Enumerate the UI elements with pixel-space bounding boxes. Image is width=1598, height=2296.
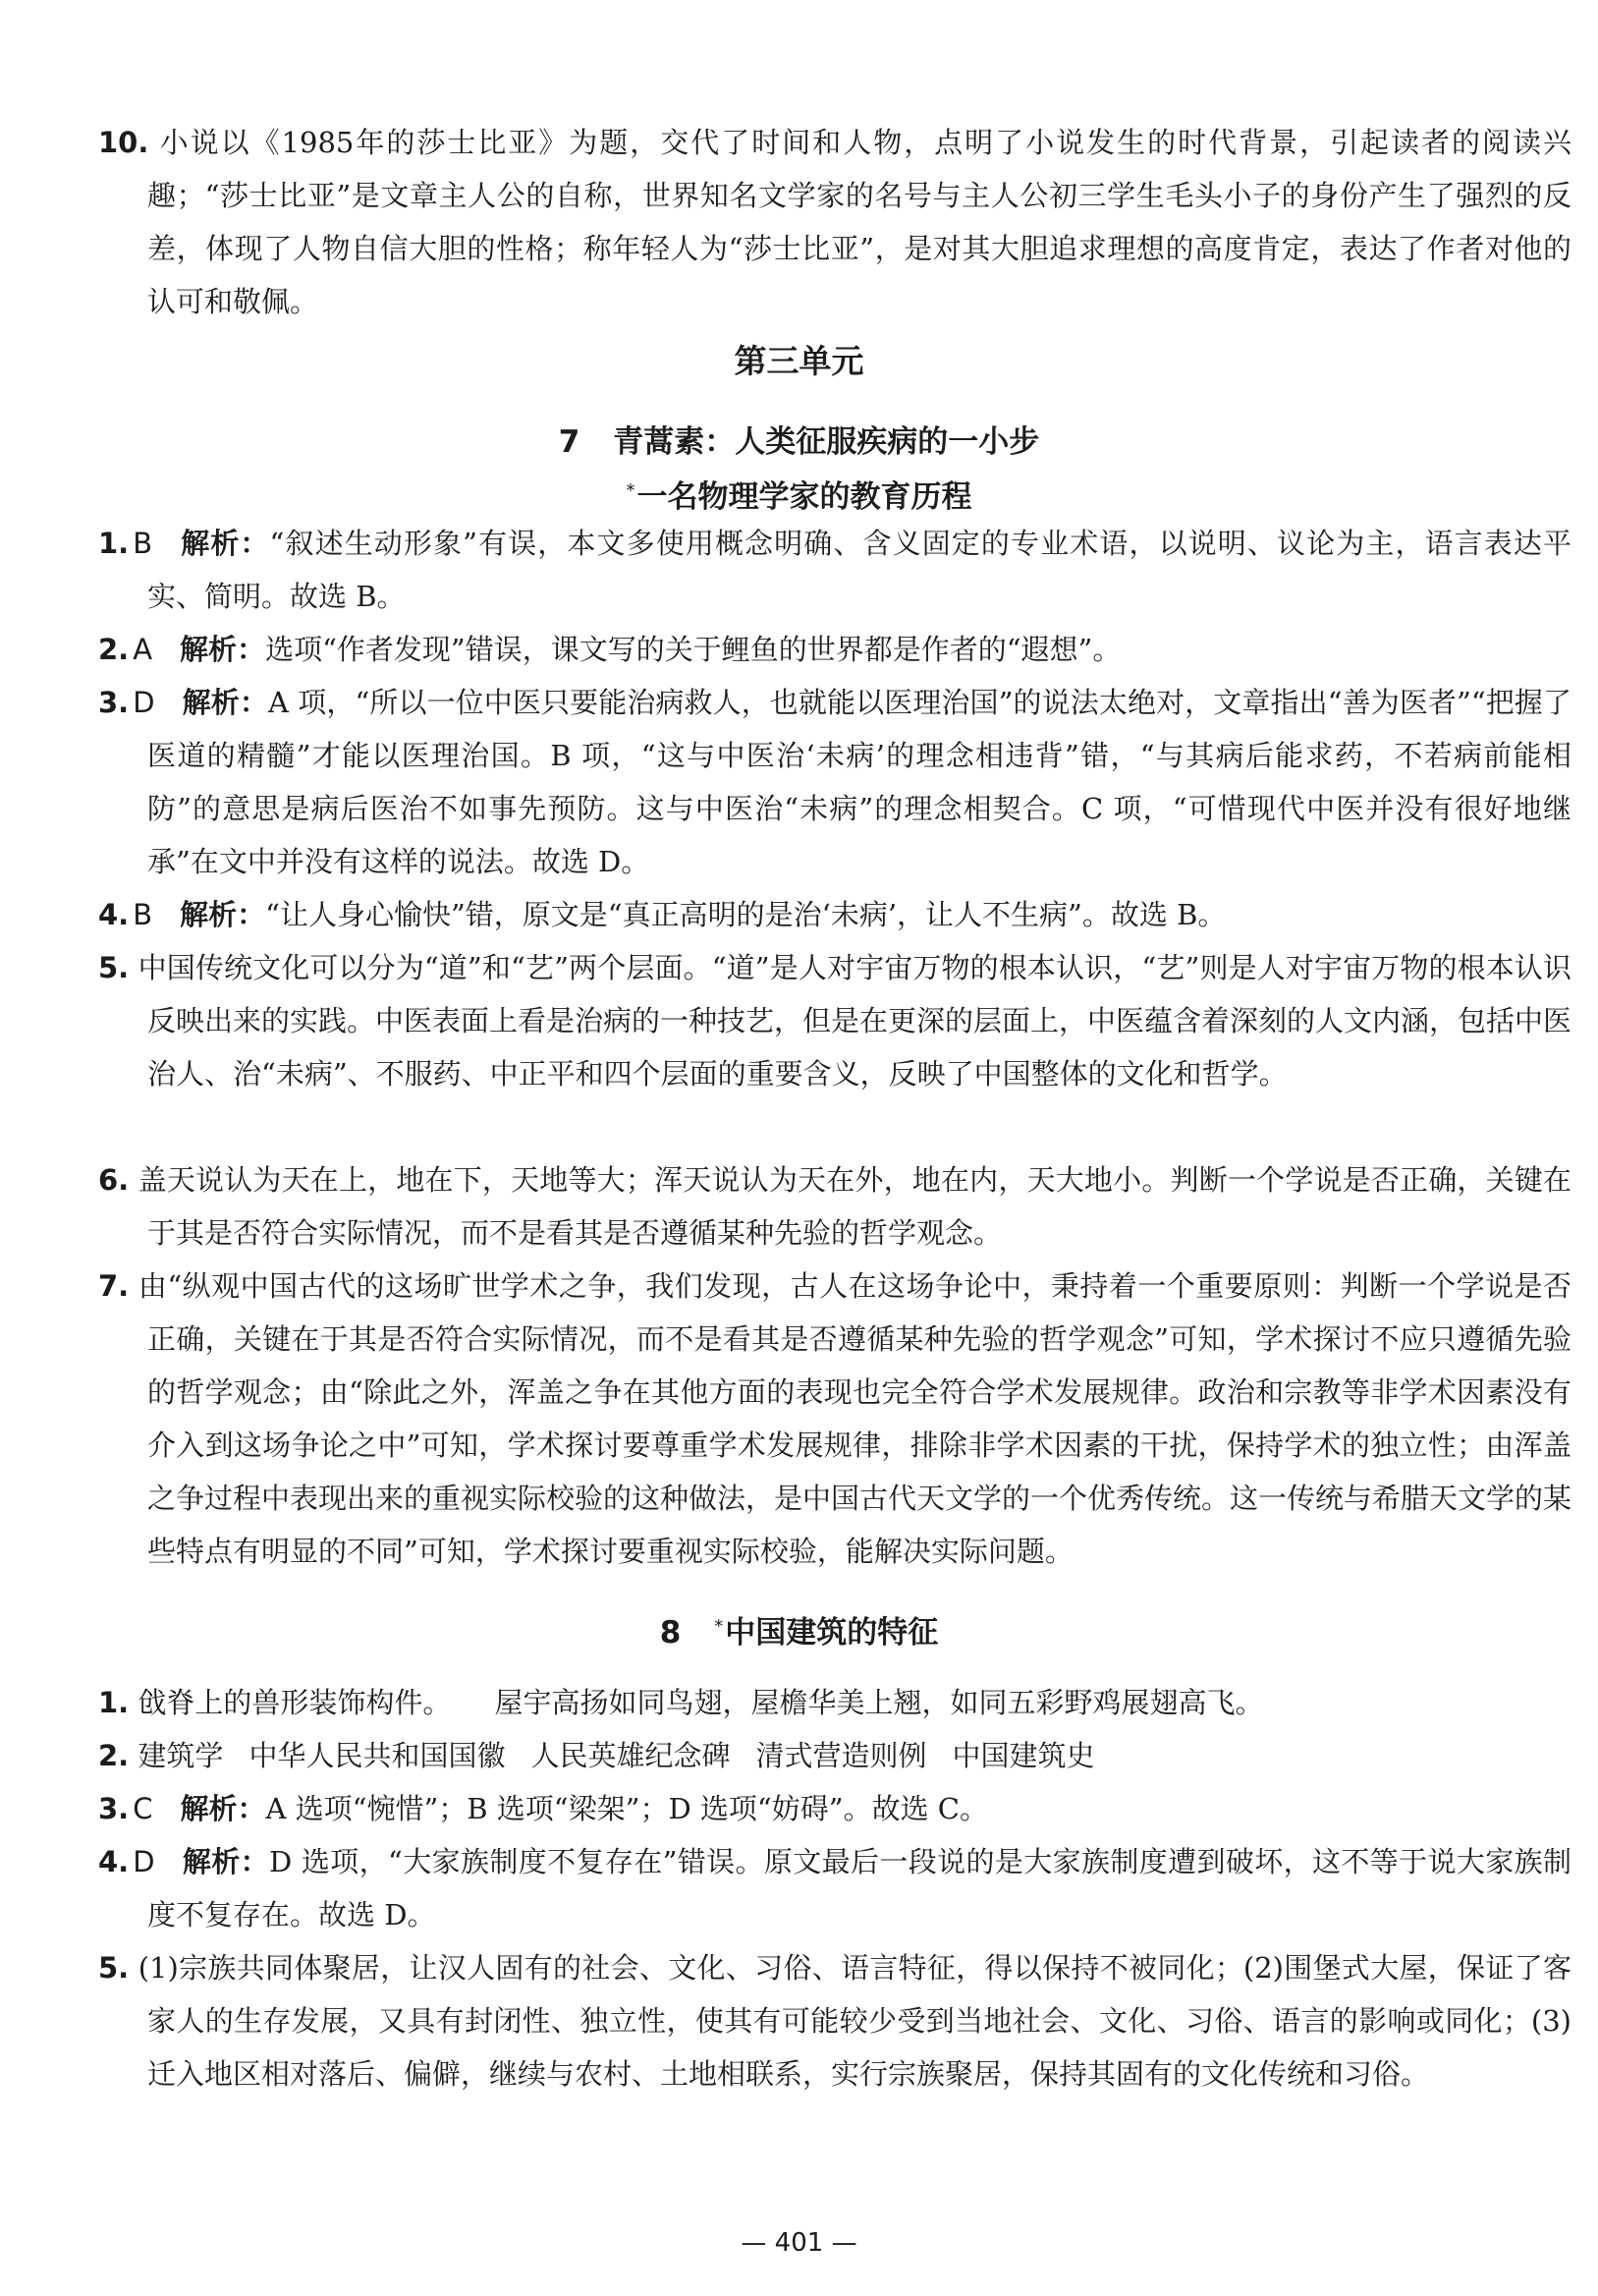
analysis-text: “叙述生动形象”有误，本文多使用概念明确、含义固定的专业术语，以说明、议论为主，语言表达平实、简明。故选 B。 [147, 527, 1571, 613]
l7-question-6 [98, 1153, 1571, 1260]
lesson-title-text: 青蒿素：人类征服疾病的一小步 [613, 424, 1040, 460]
question-number: 10. [98, 126, 149, 159]
question-10 [98, 116, 1571, 328]
answer-term: 中华人民共和国国徽 [248, 1739, 506, 1772]
lesson-subtitle-text: 一名物理学家的教育历程 [636, 479, 972, 515]
unit-title: 第三单元 [734, 342, 864, 380]
l8-question-5 [98, 1941, 1571, 2100]
answer-term: 人民英雄纪念碑 [530, 1739, 731, 1772]
lesson-7-subtitle [0, 472, 1598, 516]
question-number: 4. [98, 1845, 130, 1878]
answer-text: 小说以《1985年的莎士比亚》为题，交代了时间和人物，点明了小说发生的时代背景，引起读者的阅读兴趣；“莎士比亚”是文章主人公的自称，世界知名文学家的名号与主人公初三学生毛头小子的身份产生了强烈的反差，体现了人物自信大胆的性格；称年轻人为“莎士比亚”，是对其大胆追求理想的高度肯定，表达了作者对他的认可和敬佩。 [147, 126, 1572, 318]
answer-term: 清式营造则例 [755, 1739, 927, 1772]
answer-part-b: 屋宇高扬如同鸟翅，屋檐华美上翘，如同五彩野鸡展翅高飞。 [494, 1686, 1264, 1719]
analysis-text: 选项“作者发现”错误，课文写的关于鲤鱼的世界都是作者的“遐想”。 [265, 633, 1122, 666]
answer-text: (1)宗族共同体聚居，让汉人固有的社会、文化、习俗、语言特征，得以保持不被同化；(2)围堡式大屋，保证了客家人的生存发展，又具有封闭性、独立性，使其有可能较少受到当地社会、文化、习俗、语言的影响或同化；(3)迁入地区相对落后、偏僻，继续与农村、土地相联系，实行宗族聚居，保持其固有的文化传统和习俗。 [138, 1951, 1571, 2091]
analysis-text: A 选项“惋惜”；B 选项“梁架”；D 选项“妨碍”。故选 C。 [265, 1792, 988, 1825]
answer-text: 盖天说认为天在上，地在下，天地等大；浑天说认为天在外，地在内，天大地小。判断一个学说是否正确，关键在于其是否符合实际情况，而不是看其是否遵循某种先验的哲学观念。 [138, 1163, 1571, 1250]
answer-choice: C [133, 1792, 153, 1825]
analysis-label: 解析： [180, 633, 266, 666]
question-number: 3. [98, 1792, 130, 1825]
l8-question-4 [98, 1835, 1571, 1941]
lesson-number: 7 [558, 424, 580, 460]
analysis-label: 解析： [182, 1845, 270, 1878]
answer-choice: B [133, 527, 153, 560]
lesson-title-text: 中国建筑的特征 [725, 1615, 939, 1651]
question-number: 3. [98, 686, 130, 719]
question-number: 6. [98, 1163, 130, 1197]
answer-text: 由“纵观中国古代的这场旷世学术之争，我们发现，古人在这场争论中，秉持着一个重要原则：判断一个学说是否正确，关键在于其是否符合实际情况，而不是看其是否遵循某种先验的哲学观念”可知，学术探讨不应只遵循先验的哲学观念；由“除此之外，浑盖之争在其他方面的表现也完全符合学术发展规律。政治和宗教等非学术因素没有介入到这场争论之中”可知，学术探讨要尊重学术发展规律，排除非学术因素的干扰，保持学术的独立性；由浑盖之争过程中表现出来的重视实际校验的这种做法，是中国古代天文学的一个优秀传统。这一传统与希腊天文学的某些特点有明显的不同”可知，学术探讨要重视实际校验，能解决实际问题。 [138, 1269, 1572, 1568]
analysis-label: 解析： [182, 686, 268, 719]
answer-choice: A [133, 633, 153, 666]
answer-choice: D [133, 1845, 155, 1878]
l8-question-1 [98, 1676, 1571, 1729]
l7-question-1 [98, 517, 1571, 623]
answer-term: 建筑学 [138, 1739, 224, 1772]
question-number: 4. [98, 898, 130, 931]
answer-choice: D [133, 686, 155, 719]
l7-question-7 [98, 1260, 1571, 1578]
optional-reading-mark: * [626, 479, 635, 501]
question-number: 1. [98, 1686, 130, 1719]
question-number: 7. [98, 1269, 130, 1303]
answer-part-a: 戗脊上的兽形装饰构件。 [138, 1686, 452, 1719]
l7-question-3 [98, 676, 1571, 888]
question-number: 5. [98, 1951, 130, 1985]
optional-reading-mark: * [714, 1615, 724, 1637]
lesson-7-title [0, 417, 1598, 461]
l7-question-5 [98, 941, 1571, 1100]
lesson-8-title [0, 1607, 1598, 1652]
question-number: 2. [98, 1739, 130, 1772]
l7-question-2 [98, 623, 1571, 676]
analysis-label: 解析： [180, 527, 270, 560]
answer-term: 中国建筑史 [952, 1739, 1095, 1772]
l8-question-3 [98, 1782, 1571, 1835]
analysis-label: 解析： [180, 1792, 266, 1825]
answer-text: 中国传统文化可以分为“道”和“艺”两个层面。“道”是人对宇宙万物的根本认识，“艺”则是人对宇宙万物的根本认识反映出来的实践。中医表面上看是治病的一种技艺，但是在更深的层面上，中医蕴含着深刻的人文内涵，包括中医治人、治“未病”、不服药、中正平和四个层面的重要含义，反映了中国整体的文化和哲学。 [138, 951, 1572, 1091]
question-number: 2. [98, 633, 130, 666]
answer-choice: B [133, 898, 153, 931]
question-number: 1. [98, 527, 130, 560]
analysis-text: D 选项，“大家族制度不复存在”错误。原文最后一段说的是大家族制度遭到破坏，这不等于说大家族制度不复存在。故选 D。 [147, 1845, 1571, 1932]
question-number: 5. [98, 951, 130, 984]
analysis-text: “让人身心愉快”错，原文是“真正高明的是治‘未病’，让人不生病”。故选 B。 [265, 898, 1227, 931]
l7-question-4 [98, 888, 1571, 941]
l8-question-2 [98, 1729, 1571, 1782]
analysis-label: 解析： [180, 898, 266, 931]
analysis-text: A 项，“所以一位中医只要能治病救人，也就能以医理治国”的说法太绝对，文章指出“善为医者”“把握了医道的精髓”才能以医理治国。B 项，“这与中医治‘未病’的理念相违背”错，“与其病后能求药，不若病前能相防”的意思是病后医治不如事先预防。这与中医治“未病”的理念相契合。C 项，“可惜现代中医并没有很好地继承”在文中并没有这样的说法。故选 D。 [147, 686, 1571, 878]
page-number: — 401 — [741, 2228, 857, 2258]
lesson-number: 8 [659, 1615, 682, 1651]
